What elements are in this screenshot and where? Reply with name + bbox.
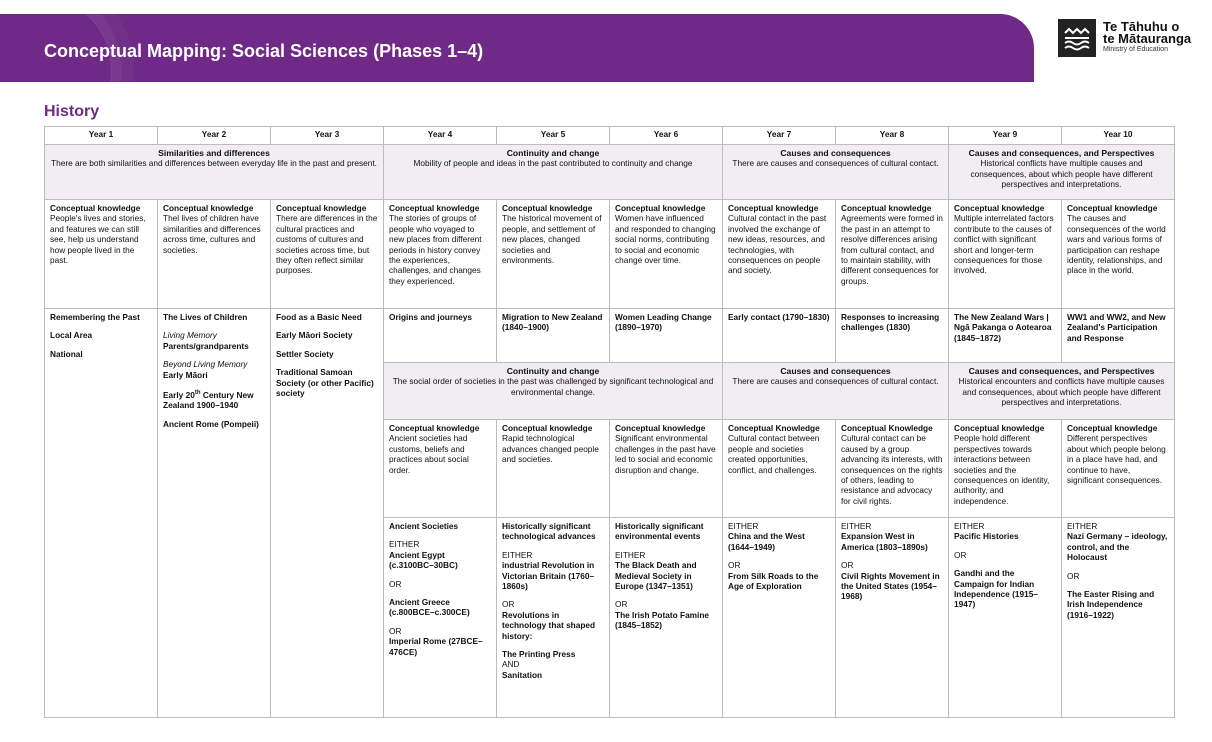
year-header: Year 2 bbox=[158, 127, 271, 145]
concept-band-row-1 bbox=[45, 145, 1175, 200]
year-header: Year 7 bbox=[723, 127, 836, 145]
concept-band: Causes and consequences There are causes and consequences of cultural contact. bbox=[723, 145, 949, 200]
topic-cell: The New Zealand Wars | Ngā Pakanga o Aotearoa (1845–1872) bbox=[949, 309, 1062, 363]
conceptual-knowledge-cell: Conceptual knowledge The stories of groups of people who voyaged to new places from different periods in history convey the experiences, challenges, and changes they experienced. bbox=[384, 200, 497, 309]
conceptual-knowledge-cell: Conceptual knowledge The causes and consequences of the world wars and various forms of participation can reshape identity, relationships, and place in the world. bbox=[1062, 200, 1175, 309]
year-header: Year 10 bbox=[1062, 127, 1175, 145]
conceptual-knowledge-cell: Conceptual knowledge Rapid technological advances changed people and societies. bbox=[497, 420, 610, 518]
conceptual-knowledge-cell: Conceptual knowledge Multiple interrelated factors contribute to the causes of conflict with significant short and longer-term consequences for those involved. bbox=[949, 200, 1062, 309]
conceptual-knowledge-cell: Conceptual Knowledge Cultural contact between people and societies created opportunities, conflict, and challenges. bbox=[723, 420, 836, 518]
topics-cell-year-3: Food as a Basic Need Early Māori Society Settler Society Traditional Samoan Society (or other Pacific) society bbox=[271, 309, 384, 718]
concept-band: Similarities and differences There are both similarities and differences between everyday life in the past and present. bbox=[45, 145, 384, 200]
topics-row-1 bbox=[45, 309, 1175, 363]
page-title: Conceptual Mapping: Social Sciences (Phases 1–4) bbox=[44, 41, 484, 61]
ministry-name: Te Tāhuhu o te Mātauranga bbox=[1103, 19, 1192, 46]
year-header: Year 5 bbox=[497, 127, 610, 145]
topic-cell: Early contact (1790–1830) bbox=[723, 309, 836, 363]
year-header: Year 3 bbox=[271, 127, 384, 145]
topic-cell: Historically significant technological advances EITHER industrial Revolution in Victorian Britain (1760–1860s) OR Revolutions in technology that shaped history: The Printing Press AND Sanitation bbox=[497, 518, 610, 718]
history-table bbox=[44, 126, 1175, 718]
conceptual-knowledge-cell: Conceptual knowledge Agreements were formed in the past in an attempt to resolve differences arising from cultural contact, and to maintain stability, with different consequences for groups. bbox=[836, 200, 949, 309]
conceptual-knowledge-cell: Conceptual knowledge The historical movement of people, and settlement of new places, changed societies and environments. bbox=[497, 200, 610, 309]
year-header-row bbox=[45, 127, 1175, 145]
year-header: Year 4 bbox=[384, 127, 497, 145]
topic-cell: Ancient Societies EITHER Ancient Egypt (c.3100BC–30BC) OR Ancient Greece (c.800BCE–c.300CE) OR Imperial Rome (27BCE–476CE) bbox=[384, 518, 497, 718]
conceptual-knowledge-cell: Conceptual knowledge Significant environmental challenges in the past have led to social and economic disruption and change. bbox=[610, 420, 723, 518]
year-header: Year 1 bbox=[45, 127, 158, 145]
conceptual-knowledge-cell: Conceptual knowledge Thel lives of children have similarities and differences across time, cultures and societies. bbox=[158, 200, 271, 309]
conceptual-knowledge-cell: Conceptual Knowledge Cultural contact can be caused by a group advancing its interests, with consequences on the rights of others, leading to resistance and advocacy for civil rights. bbox=[836, 420, 949, 518]
topic-cell: EITHER China and the West (1644–1949) OR From Silk Roads to the Age of Exploration bbox=[723, 518, 836, 718]
topic-cell: Women Leading Change (1890–1970) bbox=[610, 309, 723, 363]
concept-band: Causes and consequences There are causes and consequences of cultural contact. bbox=[723, 363, 949, 420]
conceptual-knowledge-cell: Conceptual knowledge There are differences in the cultural practices and customs of cultures and societies across time, but they often reflect similar purposes. bbox=[271, 200, 384, 309]
topic-cell: EITHER Pacific Histories OR Gandhi and the Campaign for Indian Independence (1915–1947) bbox=[949, 518, 1062, 718]
conceptual-knowledge-cell: Conceptual knowledge Cultural contact in the past involved the exchange of new ideas, resources, and technologies, with consequences on people and society. bbox=[723, 200, 836, 309]
concept-band: Continuity and change The social order of societies in the past was challenged by significant technological and environmental change. bbox=[384, 363, 723, 420]
conceptual-knowledge-cell: Conceptual knowledge Ancient societies had customs, beliefs and practices about social order. bbox=[384, 420, 497, 518]
topic-cell: WW1 and WW2, and New Zealand's Participation and Response bbox=[1062, 309, 1175, 363]
conceptual-knowledge-cell: Conceptual knowledge Women have influenced and responded to changing social norms, contributing to social and economic change over time. bbox=[610, 200, 723, 309]
concept-band: Continuity and change Mobility of people and ideas in the past contributed to continuity and change bbox=[384, 145, 723, 200]
concept-band: Causes and consequences, and Perspectives Historical conflicts have multiple causes and consequences, about which people have different perspectives and interpretations. bbox=[949, 145, 1175, 200]
topic-cell: Migration to New Zealand (1840–1900) bbox=[497, 309, 610, 363]
ministry-subtitle: Ministry of Education bbox=[1103, 46, 1168, 53]
year-header: Year 9 bbox=[949, 127, 1062, 145]
concept-band: Causes and consequences, and Perspectives Historical encounters and conflicts have multiple causes and consequences, about which people have different perspectives and interpretations. bbox=[949, 363, 1175, 420]
conceptual-knowledge-cell: Conceptual knowledge People hold different perspectives towards interactions between societies and the consequences on identity, authority, and independence. bbox=[949, 420, 1062, 518]
conceptual-knowledge-cell: Conceptual knowledge Different perspectives about which people belong in a place have had, and continue to have, significant consequences. bbox=[1062, 420, 1175, 518]
year-header: Year 8 bbox=[836, 127, 949, 145]
banner-pattern bbox=[0, 0, 112, 146]
section-title: History bbox=[44, 103, 100, 120]
topics-cell-year-1: Remembering the Past Local Area National bbox=[45, 309, 158, 718]
topic-cell: EITHER Expansion West in America (1803–1890s) OR Civil Rights Movement in the United States (1954–1968) bbox=[836, 518, 949, 718]
topic-cell: Origins and journeys bbox=[384, 309, 497, 363]
topic-cell: Responses to increasing challenges (1830) bbox=[836, 309, 949, 363]
topics-cell-year-2: The Lives of Children Living Memory Parents/grandparents Beyond Living Memory Early Māori Early 20th Century New Zealand 1900–1940 Ancient Rome (Pompeii) bbox=[158, 309, 271, 718]
topic-cell: Historically significant environmental events EITHER The Black Death and Medieval Society in Europe (1347–1351) OR The Irish Potato Famine (1845–1852) bbox=[610, 518, 723, 718]
ministry-logo-icon bbox=[1058, 19, 1096, 57]
conceptual-knowledge-cell: Conceptual knowledge People's lives and stories, and features we can still see, help us understand how people lived in the past. bbox=[45, 200, 158, 309]
topic-cell: EITHER Nazi Germany – ideology, control, and the Holocaust OR The Easter Rising and Irish Independence (1916–1922) bbox=[1062, 518, 1175, 718]
conceptual-knowledge-row-1 bbox=[45, 200, 1175, 309]
year-header: Year 6 bbox=[610, 127, 723, 145]
